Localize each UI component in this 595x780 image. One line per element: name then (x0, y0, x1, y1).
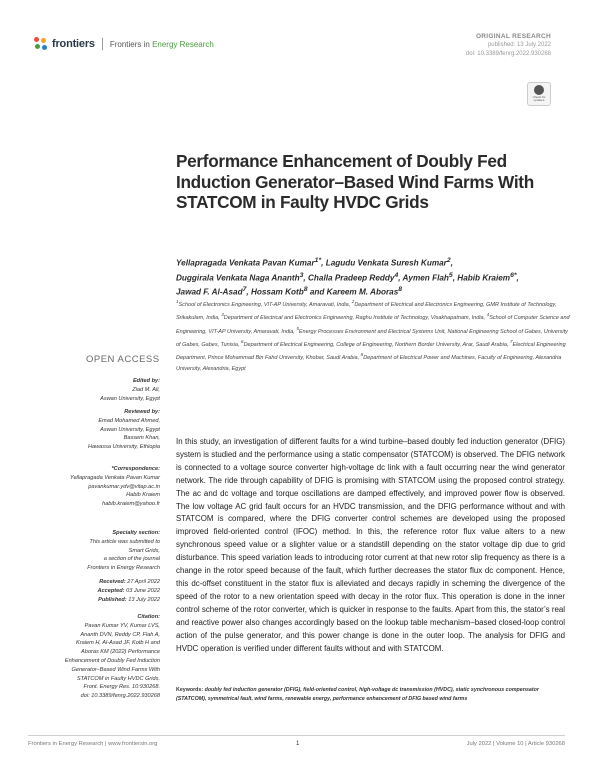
article-meta (466, 32, 551, 59)
article-title: Performance Enhancement of Doubly Fed Induction Generator–Based Wind Farms With STATCOM in Faulty HVDC Grids (176, 151, 534, 213)
email-link[interactable]: habib.kraiem@yahoo.fr (102, 501, 160, 508)
keywords: Keywords: doubly fed induction generator (DFIG), field-oriented control, high-voltage dc transmission (HVDC), static synchronous compensator (STATCOM), symmetrical fault, wind farms, renewable energy, performance enhancement of DFIG based wind farms (176, 687, 539, 702)
journal-name: Frontiers in Energy Research (109, 39, 214, 49)
article-dates: Received: 27 April 2022 Accepted: 03 June 2022 Published: 13 July 2022 (97, 579, 160, 603)
frontiers-logo[interactable] (34, 36, 214, 52)
check-for-updates-button[interactable] (527, 82, 551, 106)
author-list: Yellapragada Venkata Pavan Kumar$^{1*}$, Lagudu Venkata Suresh Kumar$^2$, Duggirala Venkata Naga Ananth$^3$, Challa Pradeep Reddy$^4$, Aymen Flah$^5$, Habib Kraiem$^{6*}$, Jawad F. Al-Asad$^7$, Hossam Kotb$^8$ and Kareem M. Aboras$^8$ (176, 257, 519, 297)
author[interactable]: Kareem M. Aboras (326, 287, 399, 297)
footer-divider (28, 735, 565, 736)
doi-link[interactable]: doi: 10.3389/fenrg.2022.930268 (80, 693, 160, 700)
correspondence-info: *Correspondence: Yellapragada Venkata Pavan Kumar pavankumar.ydv@vitap.ac.in Habib Kraiem habib.kraiem@yahoo.fr (28, 465, 160, 509)
check-updates-label: Check for updates (532, 95, 546, 103)
abstract-text: In this study, an investigation of different faults for a wind turbine–based doubly fed induction generator (DFIG) system is studied and the performance using a static compensator (STATCOM) is observed. The DFIG network is connected to a voltage source converter high-voltage dc link with a fault occurring near the wind generator network. The ride through capability of DFIG is promising with STATCOM using the proposed control strategy. The ac and dc voltage and torque oscillations are damped effectively, and improved power flow is observed. The low voltage AC grid fault occurs for an HVDC transmission, and the DFIG performance without and with STATCOM is compared, where the DFIG converter control schemes are developed using the proposed improved field-oriented control (IFOC) method. In this, the reference rotor flux value alters to a new synchronous speed value or a slighter value or a standstill depending on the stator voltage dip due to grid disturbance. This speed variation leads to introducing rotor current at that new rotor slip frequency as there is a change in the rotor speed because of the fault, which further decreases the stator flux dc component. Hence, this dc-offset constituent in the stator flux is alleviated and decays rapidly in scheming the divergence of the speed of the rotor to a new orientation speed with decay in the rotor flux. This operation is done in the inner control scheme of the rotor converter, which is quicker in response to the faults. Apart from this, the stator’s real and reactive power also changes accordingly based on the lookup table mechanism–based closed-loop control action of the pulse generator, and this power change is done in the outer loop. The analysis for DFIG and HVDC operation is verified under different faults without and with STATCOM. (176, 437, 565, 653)
affiliations: $^1$School of Electronics Engineering, VIT-AP University, Amaravati, India, $^2$Department of Electrical and Electronics Engineering, GMR Institute of Technology, Srikakulam, India, $^3$Department of Electrical and Electronics Engineering, Raghu Institute of Technology, Visakhapatnam, India, $^4$School of Computer Science and Engineering, VIT-AP University, Amaravati, India, $^5$Energy Processes Environment and Electrical Systems Unit, National Engineering School of Gabes, University of Gabes, Gabes, Tunisia, $^6$Department of Electrical Engineering, College of Engineering, Northern Border University, Arar, Saudi Arabia, $^7$Electrical Engineering Department, Prince Mohammad Bin Fahd University, Khobar, Saudi Arabia, $^8$Department of Electrical Power and Machines, Faculty of Engineering, Alexandria University, Alexandria, Egypt (176, 299, 570, 372)
author[interactable]: Yellapragada Venkata Pavan Kumar (176, 258, 315, 268)
check-updates-icon (534, 85, 544, 95)
open-access-badge: OPEN ACCESS (86, 354, 160, 365)
author[interactable]: Habib Kraiem (457, 273, 511, 283)
author[interactable]: Duggirala Venkata Naga Ananth (176, 273, 300, 283)
author[interactable]: Hossam Kotb (250, 287, 304, 297)
article-type: ORIGINAL RESEARCH (475, 33, 551, 40)
page-number: 1 (296, 741, 300, 747)
author[interactable]: Jawad F. Al-Asad (176, 287, 243, 297)
logo-text: frontiers (52, 38, 95, 50)
frontiers-logo-icon (34, 37, 48, 51)
author[interactable]: Lagudu Venkata Suresh Kumar (325, 258, 447, 268)
published-date: published: 13 July 2022 (487, 42, 551, 48)
footer-journal-link[interactable]: Frontiers in Energy Research | www.frontiersin.org (28, 741, 158, 747)
logo-divider (102, 38, 103, 50)
author[interactable]: Challa Pradeep Reddy (307, 273, 395, 283)
reviewer-info: Reviewed by: Emad Mohamed Ahmed, Aswan University, Egypt Bassem Khan, Hawassa University, Ethiopia (87, 409, 160, 451)
email-link[interactable]: pavankumar.ydv@vitap.ac.in (88, 483, 160, 490)
specialty-section: Specialty section: This article was submitted to Smart Grids, a section of the journal Frontiers in Energy Research (87, 530, 160, 572)
author[interactable]: Aymen Flah (402, 273, 449, 283)
footer-volume-info: July 2022 | Volume 10 | Article 930268 (466, 741, 565, 747)
doi-link[interactable]: doi: 10.3389/fenrg.2022.930268 (465, 51, 551, 57)
citation-info: Citation: Pavan Kumar YV, Kumar LVS, Ananth DVN, Reddy CP, Flah A, Kraiem H, Al-Asad JF, Kotb H and Aboras KM (2022) Performance Enhancement of Doubly Fed Induction Generator–Based Wind Farms With STATCOM in Faulty HVDC Grids. Front. Energy Res. 10:930268. doi: 10.3389/fenrg.2022.930268 (28, 613, 160, 701)
editor-info: Edited by: Ziad M. Ali, Aswan University, Egypt (100, 378, 160, 402)
